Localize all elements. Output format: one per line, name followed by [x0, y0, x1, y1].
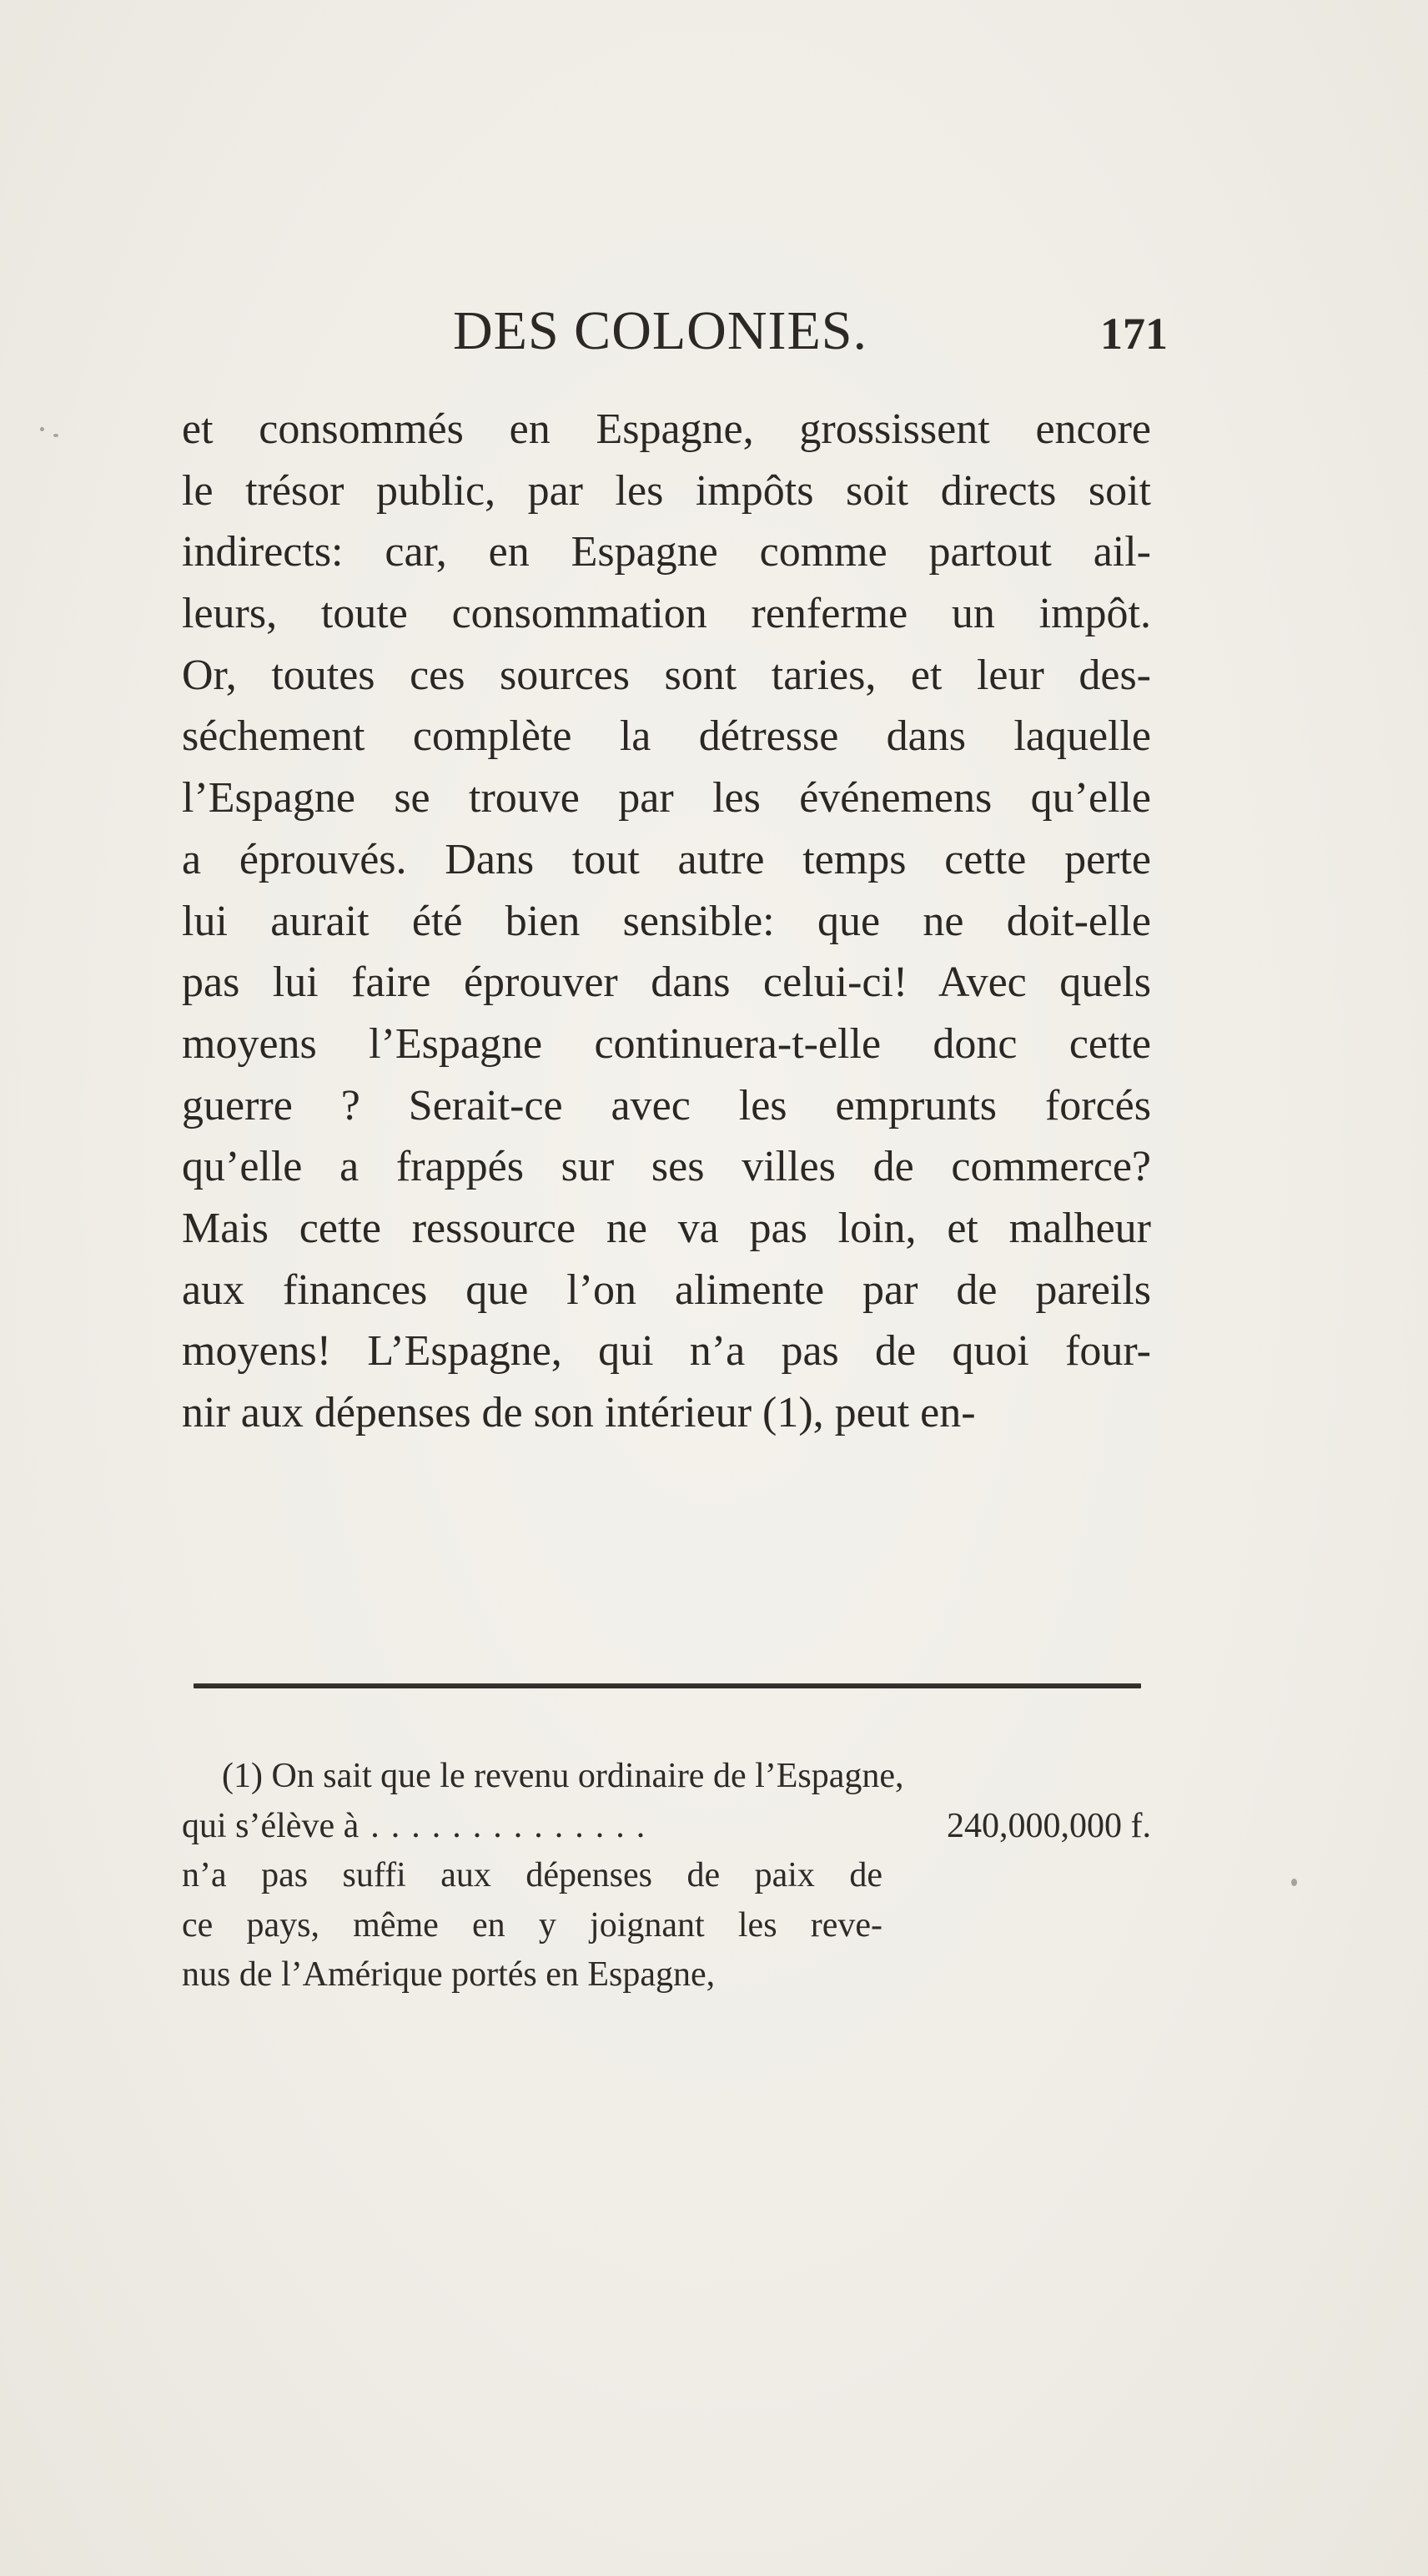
footnote-line-3: n’a pas suffi aux dépenses de paix de: [182, 1856, 882, 1894]
body-line-16: moyens! L’Espagne, qui n’a pas de quoi four-: [182, 1327, 1151, 1376]
footnote-line-2: [182, 1802, 1151, 1852]
body-line-7: l’Espagne se trouve par les événemens qu’elle: [182, 774, 1151, 823]
footnote: [182, 1752, 1151, 2000]
paper-speck: [1291, 1879, 1297, 1886]
body-line-5: Or, toutes ces sources sont taries, et leur des-: [182, 651, 1151, 699]
footnote-line-5: nus de l’Amérique portés en Espagne,: [182, 1955, 716, 1994]
body-line-2: le trésor public, par les impôts soit directs soit: [182, 466, 1151, 515]
body-line-14: Mais cette ressource ne va pas loin, et malheur: [182, 1204, 1151, 1252]
paper-speck: [53, 434, 58, 437]
footnote-separator-rule: [194, 1683, 1141, 1688]
page-number: 171: [1100, 309, 1168, 359]
running-head: [184, 302, 1168, 360]
body-text: [182, 399, 1151, 1444]
footnote-leader-dots: ..............: [370, 1806, 657, 1845]
running-title: DES COLONIES.: [453, 300, 868, 361]
body-line-11: moyens l’Espagne continuera-t-elle donc cette: [182, 1019, 1151, 1068]
footnote-revenue-label: qui s’élève à: [182, 1806, 360, 1845]
paper-speck: [40, 427, 44, 431]
body-line-9: lui aurait été bien sensible: que ne doit-elle: [182, 897, 1151, 945]
body-line-8: a éprouvés. Dans tout autre temps cette perte: [182, 835, 1151, 883]
body-line-15: aux finances que l’on alimente par de pareils: [182, 1265, 1151, 1314]
footnote-revenue-amount: 240,000,000 f.: [947, 1806, 1151, 1845]
body-line-4: leurs, toute consommation renferme un impôt.: [182, 590, 1151, 638]
body-line-12: guerre ? Serait-ce avec les emprunts forcés: [182, 1081, 1151, 1130]
body-line-6: séchement complète la détresse dans laquelle: [182, 712, 1151, 761]
body-line-3: indirects: car, en Espagne comme partout ail-: [182, 528, 1151, 576]
body-line-1: et consommés en Espagne, grossissent encore: [182, 405, 1151, 453]
body-line-13: qu’elle a frappés sur ses villes de commerce?: [182, 1143, 1151, 1191]
body-line-10: pas lui faire éprouver dans celui-ci! Avec quels: [182, 958, 1151, 1007]
footnote-line-1: (1) On sait que le revenu ordinaire de l’Espagne,: [222, 1757, 904, 1795]
body-line-17: nir aux dépenses de son intérieur (1), peut en-: [182, 1389, 976, 1436]
footnote-line-4: ce pays, même en y joignant les reve-: [182, 1905, 882, 1945]
